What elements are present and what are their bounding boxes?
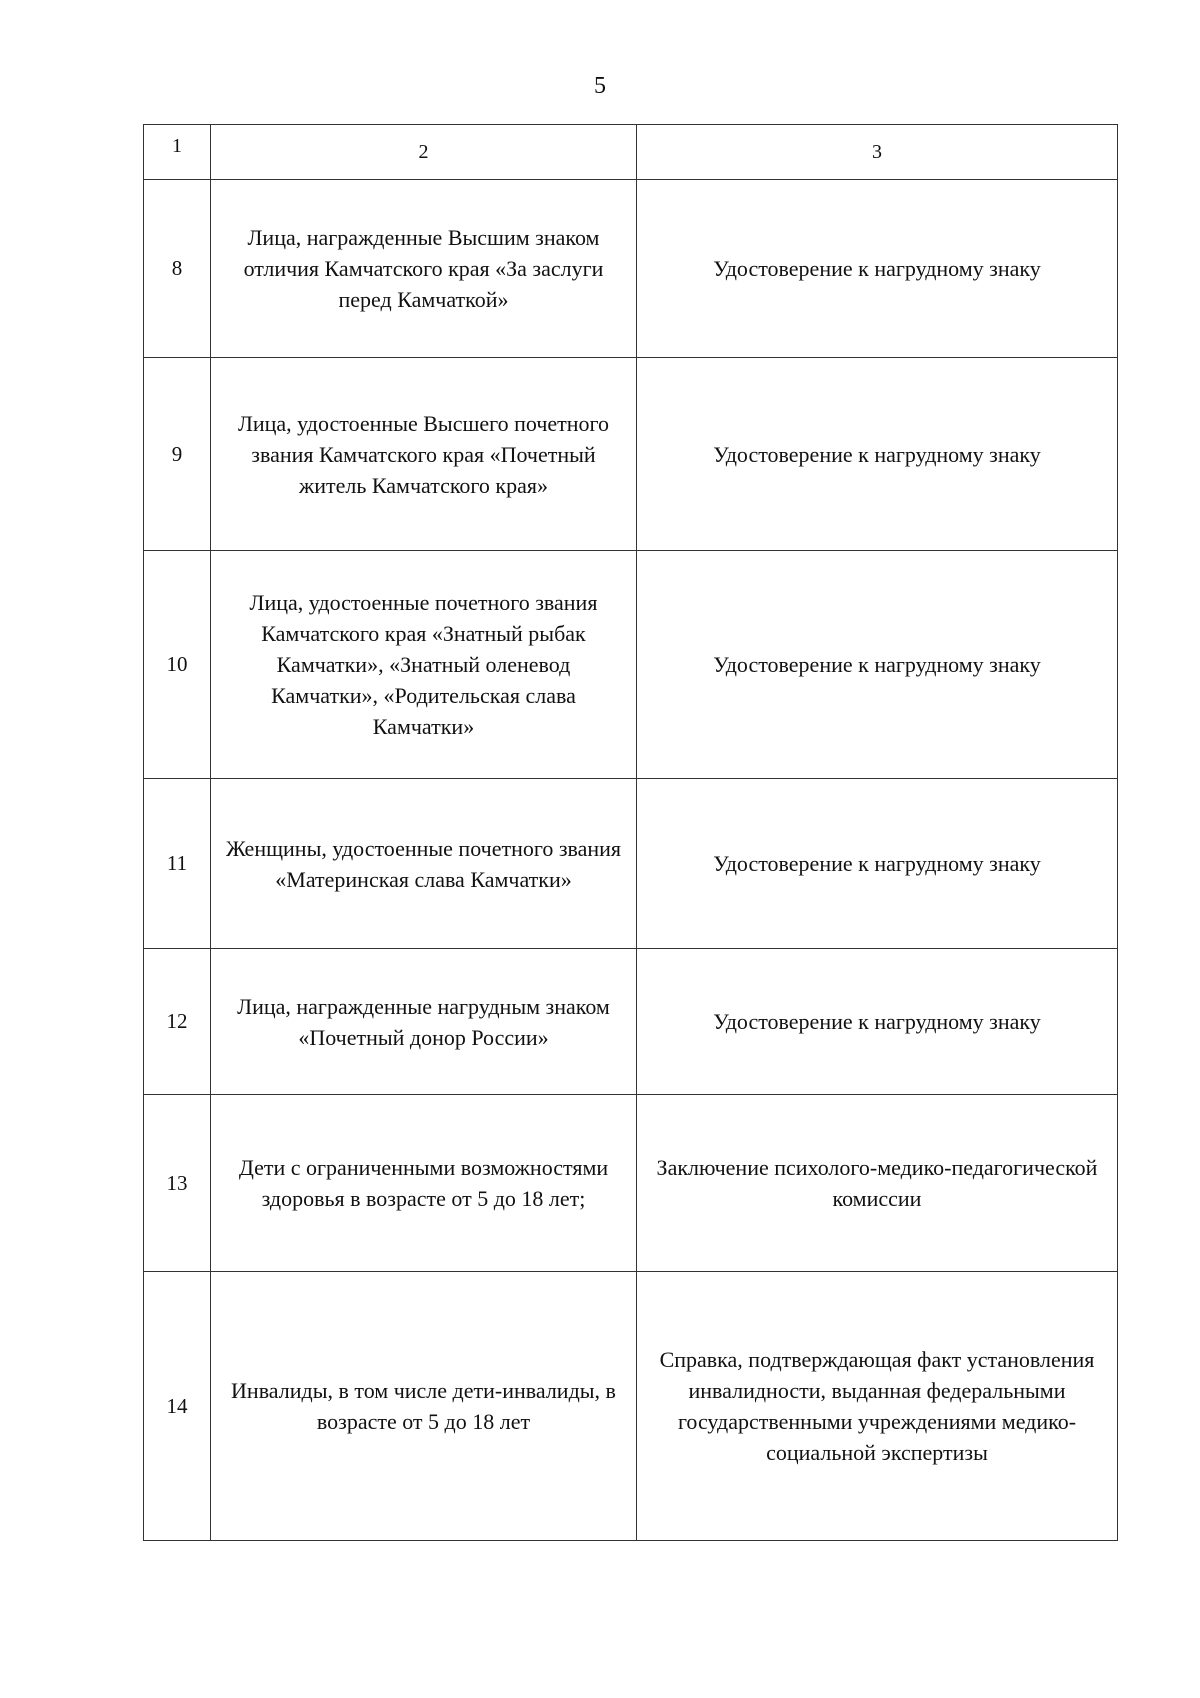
column-header-1: 1	[144, 125, 211, 180]
category-cell: Лица, удостоенные Высшего почетного звания Камчатского края «Почетный житель Камчатского края»	[211, 358, 637, 551]
row-number: 11	[144, 779, 211, 949]
row-number: 10	[144, 551, 211, 779]
category-cell: Инвалиды, в том числе дети-инвалиды, в возрасте от 5 до 18 лет	[211, 1272, 637, 1541]
row-number: 8	[144, 180, 211, 358]
category-cell: Дети с ограниченными возможностями здоровья в возрасте от 5 до 18 лет;	[211, 1095, 637, 1272]
document-cell: Удостоверение к нагрудному знаку	[637, 551, 1118, 779]
row-number: 14	[144, 1272, 211, 1541]
document-cell: Справка, подтверждающая факт установления инвалидности, выданная федеральными государственными учреждениями медико-социальной экспертизы	[637, 1272, 1118, 1541]
document-cell: Заключение психолого-медико-педагогической комиссии	[637, 1095, 1118, 1272]
table-row	[144, 180, 1118, 358]
category-cell: Лица, удостоенные почетного звания Камчатского края «Знатный рыбак Камчатки», «Знатный оленевод Камчатки», «Родительская слава Камчатки»	[211, 551, 637, 779]
table-row	[144, 1272, 1118, 1541]
table-row	[144, 949, 1118, 1095]
table-row	[144, 551, 1118, 779]
document-cell: Удостоверение к нагрудному знаку	[637, 358, 1118, 551]
column-header-3: 3	[637, 125, 1118, 180]
benefits-table	[143, 124, 1118, 1541]
row-number: 13	[144, 1095, 211, 1272]
table-row	[144, 358, 1118, 551]
table-header-row	[144, 125, 1118, 180]
table-row	[144, 1095, 1118, 1272]
document-cell: Удостоверение к нагрудному знаку	[637, 779, 1118, 949]
category-cell: Женщины, удостоенные почетного звания «Материнская слава Камчатки»	[211, 779, 637, 949]
category-cell: Лица, награжденные Высшим знаком отличия Камчатского края «За заслуги перед Камчаткой»	[211, 180, 637, 358]
category-cell: Лица, награжденные нагрудным знаком «Почетный донор России»	[211, 949, 637, 1095]
column-header-2: 2	[211, 125, 637, 180]
page-number: 5	[594, 73, 606, 99]
table-row	[144, 779, 1118, 949]
row-number: 9	[144, 358, 211, 551]
document-cell: Удостоверение к нагрудному знаку	[637, 949, 1118, 1095]
row-number: 12	[144, 949, 211, 1095]
document-cell: Удостоверение к нагрудному знаку	[637, 180, 1118, 358]
